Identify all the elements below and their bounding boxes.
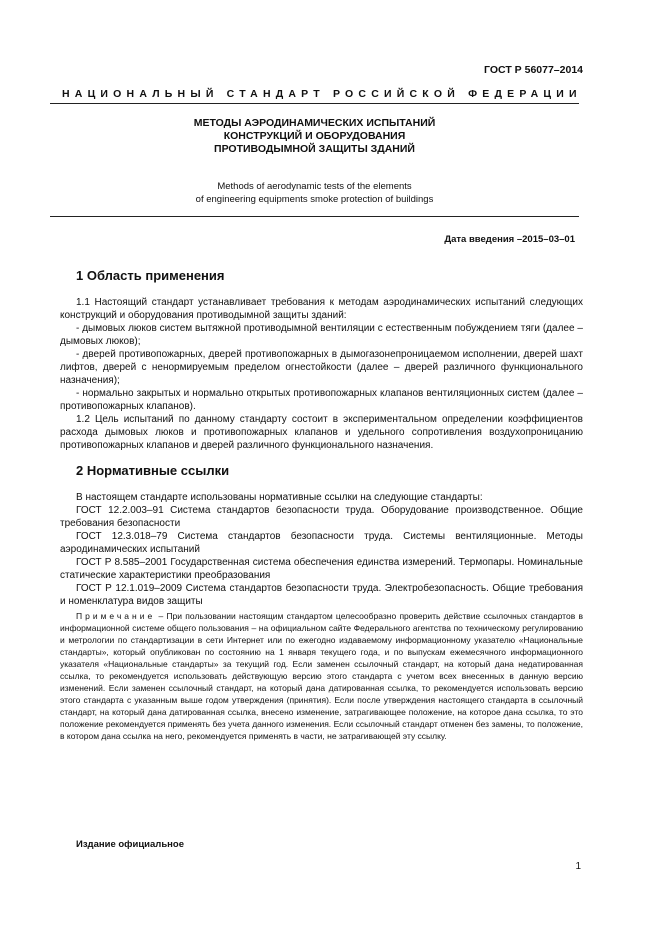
title-en-line-1: Methods of aerodynamic tests of the elements xyxy=(217,181,412,192)
paragraph: 1.1 Настоящий стандарт устанавливает требования к методам аэродинамических испытаний следующих конструкций и оборудования противодымной защиты зданий: xyxy=(60,297,583,321)
title-divider xyxy=(50,216,579,217)
title-en-line-2: of engineering equipments smoke protection of buildings xyxy=(195,193,434,205)
title-ru-line-3: ПРОТИВОДЫМНОЙ ЗАЩИТЫ ЗДАНИЙ xyxy=(214,143,415,155)
intro-date: Дата введения –2015–03–01 xyxy=(444,234,575,245)
paragraph: - нормально закрытых и нормально открытых противопожарных клапанов вентиляционных систем (далее – противопожарных клапанов). xyxy=(60,388,583,412)
title-ru-line-1: МЕТОДЫ АЭРОДИНАМИЧЕСКИХ ИСПЫТАНИЙ xyxy=(193,117,436,129)
section-2-heading: 2 Нормативные ссылки xyxy=(76,463,230,478)
section-2-body xyxy=(60,491,583,608)
section-1-heading: 1 Область применения xyxy=(76,268,225,283)
note-label: Примечание xyxy=(76,611,156,621)
paragraph: 1.2 Цель испытаний по данному стандарту состоит в экспериментальном определении коэффициентов расхода дымовых люков и противопожарных клапанов и удельного сопротивления воздухопроницанию противопожарных клапанов и дверей различного функционального назначения. xyxy=(60,414,583,451)
note-body: – При пользовании настоящим стандартом целесообразно проверить действие ссылочных стандартов в информационной системе общего пользования – на официальном сайте Федерального агентства по техническому регулированию и метрологии по стандартизации в сети Интернет или по ежегодно издаваемому информационному указателю «Национальные стандарты», который опубликован по состоянию на 1 января текущего года, и по выпускам ежемесячного информационного указателя «Национальные стандарты» за текущий год. Если заменен ссылочный стандарт, на который дана недатированная ссылка, то рекомендуется использовать действующую версию этого стандарта с учетом всех внесенных в данную версию изменений. Если заменен ссылочный стандарт, на который дана датированная ссылка, то рекомендуется использовать версию этого стандарта с указанным выше годом утверждения (принятия). Если после утверждения настоящего стандарта в ссылочный стандарт, на который дана датированная ссылка, внесено изменение, затрагивающее положение, на которое дана ссылка, то это положение рекомендуется применять без учета данного изменения. Если ссылочный стандарт отменен без замены, то положение, в котором дана ссылка на него, рекомендуется применять в части, не затрагивающей эту ссылку. xyxy=(60,611,583,741)
standard-banner: НАЦИОНАЛЬНЫЙ СТАНДАРТ РОССИЙСКОЙ ФЕДЕРАЦИИ xyxy=(62,88,582,100)
top-divider xyxy=(50,103,579,104)
reference-item: ГОСТ 12.2.003–91 Система стандартов безопасности труда. Оборудование производственное. Общие требования безопасности xyxy=(60,505,583,529)
reference-item: ГОСТ 12.3.018–79 Система стандартов безопасности труда. Системы вентиляционные. Методы аэродинамических испытаний xyxy=(60,531,583,555)
reference-item: ГОСТ Р 12.1.019–2009 Система стандартов безопасности труда. Электробезопасность. Общие требования и номенклатура видов защиты xyxy=(60,583,583,607)
paragraph: - дымовых люков систем вытяжной противодымной вентиляции с естественным побуждением тяги (далее – дымовых люков); xyxy=(60,323,583,347)
reference-item: ГОСТ Р 8.585–2001 Государственная система обеспечения единства измерений. Термопары. Номинальные статические характеристики преобразования xyxy=(60,557,583,581)
gost-number: ГОСТ Р 56077–2014 xyxy=(484,64,583,76)
note-paragraph xyxy=(60,610,583,742)
edition-label: Издание официальное xyxy=(76,839,184,850)
title-ru-line-2: КОНСТРУКЦИЙ И ОБОРУДОВАНИЯ xyxy=(223,130,406,142)
reference-note xyxy=(60,610,583,742)
section-1-body xyxy=(60,296,583,452)
paragraph: В настоящем стандарте использованы нормативные ссылки на следующие стандарты: xyxy=(76,492,483,503)
title-english xyxy=(50,181,579,206)
page-number: 1 xyxy=(575,861,581,872)
paragraph: - дверей противопожарных, дверей противопожарных в дымогазонепроницаемом исполнении, дверей шахт лифтов, дверей с ненормируемым пределом огнестойкости (далее – дверей различного функционального назначения); xyxy=(60,349,583,386)
title-russian xyxy=(50,117,579,156)
